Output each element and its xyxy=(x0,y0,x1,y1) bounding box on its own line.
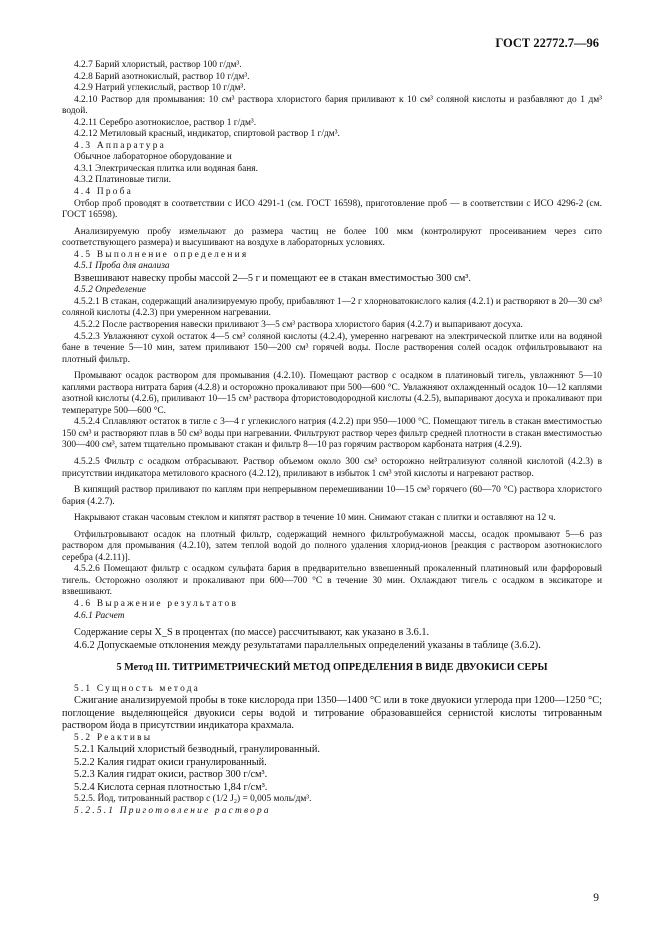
paragraph: Промывают осадок раствором для промывания (4.2.10). Помещают раствор с осадком в платиновый тигель, увлажняют 5—10 каплями раствора нитрата бария (4.2.8) и осторожно прокаливают при 500—600 °С. Увлажняют охлажденный осадок 10—12 каплями азотной кислоты (4.2.6), приливают 10—15 см³ раствора фтористоводородной кислоты (4.2.5), выпаривают досуха и прокаливают при температуре 500—600 °С. xyxy=(62,371,602,416)
paragraph: Отфильтровывают осадок на плотный фильтр, содержащий немного фильтробумажной массы, осадок промывают 5—6 раз раствором для промывания (4.2.10), затем теплой водой до полного удаления хлорид-ионов [реакция с раствором азотнокислого серебра (4.2.11)]. xyxy=(62,529,602,563)
paragraph: 5.2.2 Калия гидрат окиси гранулированный. xyxy=(74,756,267,768)
paragraph: 5.2.3 Калия гидрат окиси, раствор 300 г/см³. xyxy=(74,769,268,781)
paragraph: 4.2.12 Метиловый красный, индикатор, спиртовой раствор 1 г/дм³. xyxy=(74,129,340,140)
subsection-heading: 5.2.5.1 Приготовление раствора xyxy=(74,805,271,816)
paragraph: 5.2.1 Кальций хлористый безводный, гранулированный. xyxy=(74,744,320,756)
paragraph: 4.2.9 Натрий углекислый, раствор 10 г/дм³. xyxy=(74,83,246,94)
paragraph: 5.2.5. Йод, титрованный раствор с (1/2 J₂) = 0,005 моль/дм³. xyxy=(74,794,312,805)
document-body xyxy=(62,60,602,817)
paragraph: 4.5.2.4 Сплавляют остаток в тигле с 3—4 г углекислого натрия (4.2.2) при 950—1000 °С. Помещают тигель в стакан вместимостью 150 см³ и растворяют плав в 50 см³ воды при нагревании. Фильтруют раствор через фильтр средней плотности в стакан вместимостью 300—400 см³, затем тщательно промывают стакан и фильтр 8—10 раз горячим раствором карбоната натрия (4.2.9). xyxy=(62,417,602,451)
paragraph: 4.6.2 Допускаемые отклонения между результатами параллельных определений указаны в таблице (3.6.2). xyxy=(74,639,541,651)
paragraph: 4.5.2.1 В стакан, содержащий анализируемую пробу, прибавляют 1—2 г хлорноватокислого калия (4.2.1) и растворяют в 20—30 см³ соляной кислоты (4.2.3) при умеренном нагревании. xyxy=(62,296,602,319)
subsection-heading: 4.6.1 Расчет xyxy=(74,610,125,621)
section-heading: 4.5 Выполнение определения xyxy=(74,249,249,260)
subsection-heading: 4.5.1 Проба для анализа xyxy=(74,261,170,272)
paragraph: Накрывают стакан часовым стеклом и кипятят раствор в течение 10 мин. Снимают стакан с плитки и оставляют на 12 ч. xyxy=(74,513,556,524)
paragraph: 5.2.4 Кислота серная плотностью 1,84 г/см³. xyxy=(74,781,268,793)
chapter-heading: 5 Метод III. ТИТРИМЕТРИЧЕСКИЙ МЕТОД ОПРЕДЕЛЕНИЯ В ВИДЕ ДВУОКИСИ СЕРЫ xyxy=(116,662,548,674)
paragraph: Содержание серы X_S в процентах (по массе) рассчитывают, как указано в 3.6.1. xyxy=(74,627,430,639)
page-number: 9 xyxy=(593,892,599,904)
paragraph: Обычное лабораторное оборудование и xyxy=(74,152,232,163)
subsection-heading: 4.5.2 Определение xyxy=(74,285,146,296)
paragraph: 4.2.10 Раствор для промывания: 10 см³ раствора хлористого бария приливают к 10 см³ соляной кислоты и разбавляют до 1 дм³ водой. xyxy=(62,94,602,117)
paragraph: Анализируемую пробу измельчают до размера частиц не более 100 мкм (контролируют просеиванием через сито соответствующего размера) и высушивают на воздухе в лабораторных условиях. xyxy=(62,226,602,249)
paragraph: 4.5.2.5 Фильтр с осадком отбрасывают. Раствор объемом около 300 см³ осторожно нейтрализуют соляной кислотой (4.2.3) в присутствии индикатора метилового красного (4.2.12), приливают в избыток 1 см³ этой кислоты и нагревают раствор. xyxy=(62,457,602,479)
paragraph: 4.2.8 Барий азотнокислый, раствор 10 г/дм³. xyxy=(74,71,250,82)
paragraph: 4.2.11 Серебро азотнокислое, раствор 1 г/дм³. xyxy=(74,117,257,128)
paragraph: 4.5.2.3 Увлажняют сухой остаток 4—5 см³ соляной кислоты (4.2.4), умеренно нагревают на электрической плитке или на водяной бане в течение 5—10 мин, затем приливают 150—200 см³ горячей воды. После растворения солей осадок отфильтровывают на плотный фильтр. xyxy=(62,331,602,365)
paragraph: 4.3.2 Платиновые тигли. xyxy=(74,175,172,186)
paragraph: Отбор проб проводят в соответствии с ИСО 4291-1 (см. ГОСТ 16598), приготовление проб — в соответствии с ИСО 4296-2 (см. ГОСТ 16598). xyxy=(62,198,602,221)
paragraph: Сжигание анализируемой пробы в токе кислорода при 1350—1400 °С или в токе двуокиси углерода при 1200—1250 °С; поглощение выделяющейся двуокиси серы водой и титрование образовавшейся сернистой кислоты титрованным раствором йода в присутствии индикатора крахмала. xyxy=(62,695,602,732)
paragraph: В кипящий раствор приливают по каплям при непрерывном перемешивании 10—15 см³ горячего (60—70 °С) раствора хлористого бария (4.2.7). xyxy=(62,485,602,507)
document-header: ГОСТ 22772.7—96 xyxy=(495,36,599,50)
paragraph: Взвешивают навеску пробы массой 2—5 г и помещают ее в стакан вместимостью 300 см³. xyxy=(74,272,471,284)
paragraph: 4.3.1 Электрическая плитка или водяная баня. xyxy=(74,163,258,174)
paragraph: 4.5.2.2 После растворения навески приливают 3—5 см³ раствора хлористого бария (4.2.7) и выпаривают досуха. xyxy=(74,319,523,330)
section-heading: 5.2 Реактивы xyxy=(74,732,153,743)
section-heading: 5.1 Сущность метода xyxy=(74,683,201,694)
section-heading: 4.6 Выражение результатов xyxy=(74,599,239,610)
paragraph: 4.2.7 Барий хлористый, раствор 100 г/дм³. xyxy=(74,60,242,70)
section-heading: 4.4 Проба xyxy=(74,187,133,198)
paragraph: 4.5.2.6 Помещают фильтр с осадком сульфата бария в предварительно взвешенный прокаленный платиновый или фарфоровый тигель. Осторожно озоляют и прокаливают при 600—700 °С в течение 30 мин. Охлаждают тигель с осадком в эксикаторе и взвешивают. xyxy=(62,564,602,598)
section-heading: 4.3 Аппаратура xyxy=(74,140,166,151)
